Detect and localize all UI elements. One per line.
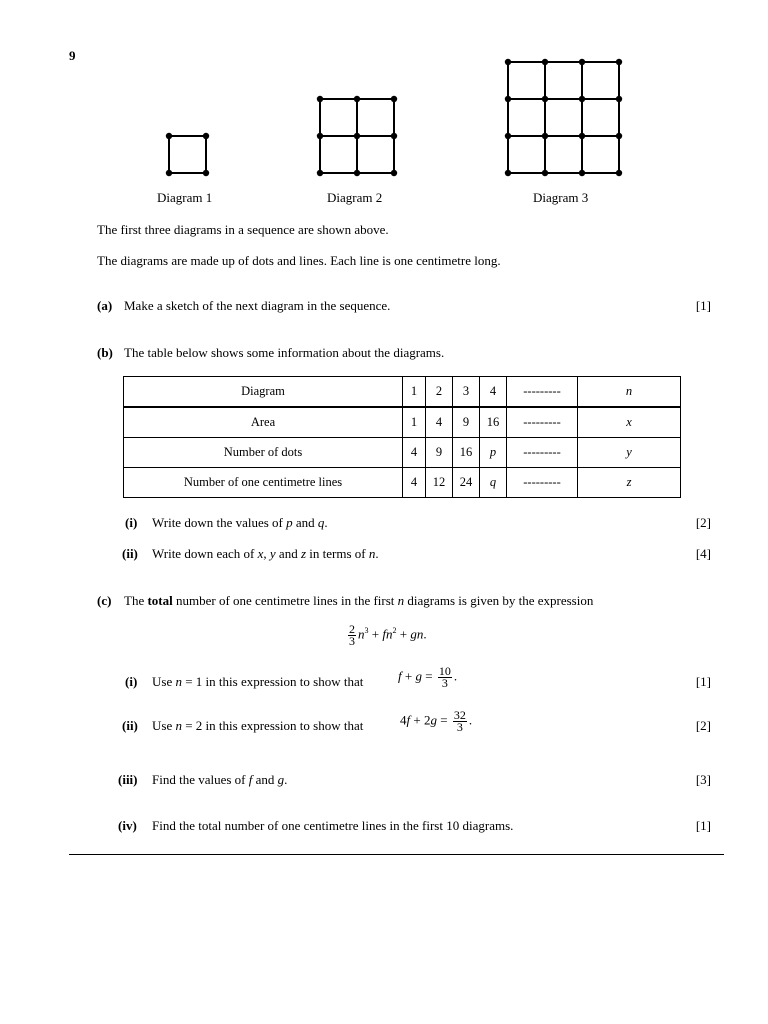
part-c-i-label: (i)	[125, 674, 138, 689]
frac-den: 3	[349, 634, 355, 648]
part-b-i	[125, 515, 328, 531]
part-b	[97, 345, 444, 361]
part-c-iii-marks: [3]	[695, 772, 711, 787]
exp-2: 2	[392, 626, 397, 636]
term-gn: gn	[410, 626, 424, 642]
grid-dot	[616, 96, 622, 102]
var-n: n	[397, 593, 405, 608]
var-x: x	[257, 546, 264, 561]
table-cell: 3	[453, 377, 480, 408]
grid-dot	[317, 96, 323, 102]
var-p: p	[286, 515, 293, 530]
grid-dot	[203, 133, 209, 139]
grid-dot	[354, 96, 360, 102]
grid-dot	[579, 133, 585, 139]
grid-dot	[505, 170, 511, 176]
table-cell: 16	[480, 407, 507, 438]
part-b-i-label: (i)	[125, 515, 138, 530]
diagram-2	[317, 96, 397, 176]
part-c-iii	[118, 772, 287, 788]
var-g: g	[430, 712, 437, 728]
table-cell: n	[578, 377, 681, 408]
var-g: g	[277, 772, 285, 787]
part-c-iv-marks: [1]	[695, 818, 711, 833]
and-word: and	[252, 772, 278, 787]
exp-3: 3	[364, 626, 369, 636]
equals: =	[436, 712, 451, 728]
stop: .	[284, 772, 288, 787]
plus: +	[396, 626, 411, 642]
part-c-iii-text: Find the values of	[152, 772, 249, 787]
table-cell: 2	[426, 377, 453, 408]
table-cell: 12	[426, 468, 453, 498]
part-c-iv-label: (iv)	[118, 818, 137, 833]
var-y: y	[269, 546, 276, 561]
term-fn: fn	[382, 626, 393, 642]
table-cell: x	[578, 407, 681, 438]
table-cell: 1	[403, 407, 426, 438]
part-c-ii-label: (ii)	[122, 718, 138, 733]
var-n: n	[368, 546, 376, 561]
grid-dot	[505, 96, 511, 102]
part-c-text-post: diagrams is given by the expression	[404, 593, 594, 608]
stop: .	[375, 546, 379, 561]
part-b-i-marks: [2]	[695, 515, 711, 530]
frac-den: 3	[456, 720, 463, 734]
fraction-ten-thirds	[438, 666, 452, 689]
grid-dot	[354, 133, 360, 139]
grid-dot	[616, 133, 622, 139]
diagram-1	[166, 133, 209, 176]
stop: .	[468, 712, 473, 728]
equation-c-ii	[400, 710, 472, 733]
part-c-i-text: = 1 in this expression to show that	[181, 674, 364, 689]
table-cell: 16	[453, 438, 480, 468]
grid-dot	[354, 170, 360, 176]
grid-dot	[616, 59, 622, 65]
table-row-label: Number of one centimetre lines	[124, 468, 403, 498]
table-cell: 9	[453, 407, 480, 438]
table-row	[124, 377, 681, 408]
grid-dot	[317, 170, 323, 176]
equation-c-i	[398, 666, 457, 689]
table-cell: 4	[480, 377, 507, 408]
grid-dot	[542, 96, 548, 102]
grid-dot	[542, 170, 548, 176]
var-f: f	[398, 668, 402, 684]
part-a-marks: [1]	[695, 298, 711, 313]
bottom-rule	[69, 854, 724, 855]
term-n: n	[358, 626, 365, 642]
intro-line-2: The diagrams are made up of dots and lines. Each line is one centimetre long.	[97, 253, 501, 268]
var-n: n	[175, 718, 182, 733]
table-cell: y	[578, 438, 681, 468]
var-f: f	[406, 712, 411, 728]
table-cell: 4	[426, 407, 453, 438]
table-cell: ---------	[507, 377, 578, 408]
part-c-ii-marks: [2]	[695, 718, 711, 733]
var-z: z	[300, 546, 307, 561]
and-word: and	[275, 546, 301, 561]
question-number: 9	[69, 48, 76, 63]
table-row-label: Diagram	[124, 377, 403, 408]
table-cell: z	[578, 468, 681, 498]
part-b-label: (b)	[97, 345, 113, 360]
grid-dot	[542, 59, 548, 65]
plus-2: + 2	[410, 712, 431, 728]
part-a-label: (a)	[97, 298, 113, 313]
part-c-i	[125, 674, 363, 690]
fraction-32-thirds	[453, 710, 467, 733]
table-row	[124, 468, 681, 498]
table-cell: ---------	[507, 407, 578, 438]
var-q: q	[317, 515, 325, 530]
part-c-text-mid: number of one centimetre lines in the first	[172, 593, 398, 608]
in-terms-of: in terms of	[306, 546, 369, 561]
part-c-iii-label: (iii)	[118, 772, 138, 787]
grid-dot	[579, 96, 585, 102]
part-b-ii-text: Write down each of	[152, 546, 258, 561]
part-b-i-stop: .	[324, 515, 328, 530]
part-a-text: Make a sketch of the next diagram in the sequence.	[124, 298, 391, 313]
part-a	[97, 298, 390, 314]
table-cell: 4	[403, 438, 426, 468]
part-b-i-text: Write down the values of	[152, 515, 287, 530]
part-c-label: (c)	[97, 593, 112, 608]
diagram-2-caption: Diagram 2	[327, 190, 383, 205]
var-n: n	[175, 674, 182, 689]
part-c-ii-text: = 2 in this expression to show that	[181, 718, 364, 733]
table-cell: ---------	[507, 438, 578, 468]
intro-line-1: The first three diagrams in a sequence are shown above.	[97, 222, 389, 237]
table-row	[124, 407, 681, 438]
cubic-expression	[346, 624, 427, 647]
table-row-label: Number of dots	[124, 438, 403, 468]
plus: +	[401, 668, 416, 684]
plus: +	[368, 626, 383, 642]
var-g: g	[415, 668, 422, 684]
diagram-1-caption: Diagram 1	[157, 190, 213, 205]
part-c-iv-text: Find the total number of one centimetre lines in the first 10 diagrams.	[152, 818, 514, 833]
equals: =	[421, 668, 436, 684]
frac-den: 3	[441, 676, 448, 690]
diagram-info-table	[123, 376, 681, 498]
table-cell: ---------	[507, 468, 578, 498]
frac-num: 32	[453, 708, 466, 722]
grid-dot	[391, 170, 397, 176]
part-c-iv	[118, 818, 513, 834]
table-row-label: Area	[124, 407, 403, 438]
grid-dot	[579, 59, 585, 65]
table-cell: p	[480, 438, 507, 468]
diagram-3	[505, 59, 622, 176]
part-c-bold: total	[147, 593, 173, 608]
grid-dot	[166, 170, 172, 176]
coef-4: 4	[400, 712, 407, 728]
part-c	[97, 593, 593, 609]
table-row	[124, 438, 681, 468]
table-cell: 4	[403, 468, 426, 498]
table-cell: q	[480, 468, 507, 498]
part-c-text-pre: The	[124, 593, 148, 608]
grid-dot	[505, 133, 511, 139]
grid-dot	[505, 59, 511, 65]
table-cell: 24	[453, 468, 480, 498]
grid-dot	[616, 170, 622, 176]
grid-dot	[166, 133, 172, 139]
table-cell: 1	[403, 377, 426, 408]
frac-num: 10	[438, 664, 451, 678]
part-b-ii-label: (ii)	[122, 546, 138, 561]
diagram-sequence-figure	[0, 0, 768, 190]
part-c-ii	[122, 718, 363, 734]
grid-dot	[579, 170, 585, 176]
use-word: Use	[152, 718, 176, 733]
stop: .	[423, 626, 427, 642]
part-b-i-and: and	[292, 515, 318, 530]
grid-dot	[391, 96, 397, 102]
diagram-3-caption: Diagram 3	[533, 190, 589, 205]
frac-num: 2	[349, 622, 355, 636]
part-b-ii	[122, 546, 379, 562]
grid-dot	[542, 133, 548, 139]
fraction-two-thirds	[348, 624, 356, 647]
table-cell: 9	[426, 438, 453, 468]
stop: .	[453, 668, 458, 684]
part-b-ii-marks: [4]	[695, 546, 711, 561]
use-word: Use	[152, 674, 176, 689]
grid-dot	[317, 133, 323, 139]
grid-dot	[391, 133, 397, 139]
var-f: f	[248, 772, 253, 787]
part-c-i-marks: [1]	[695, 674, 711, 689]
comma: ,	[263, 546, 270, 561]
grid-dot	[203, 170, 209, 176]
part-b-text: The table below shows some information about the diagrams.	[124, 345, 445, 360]
